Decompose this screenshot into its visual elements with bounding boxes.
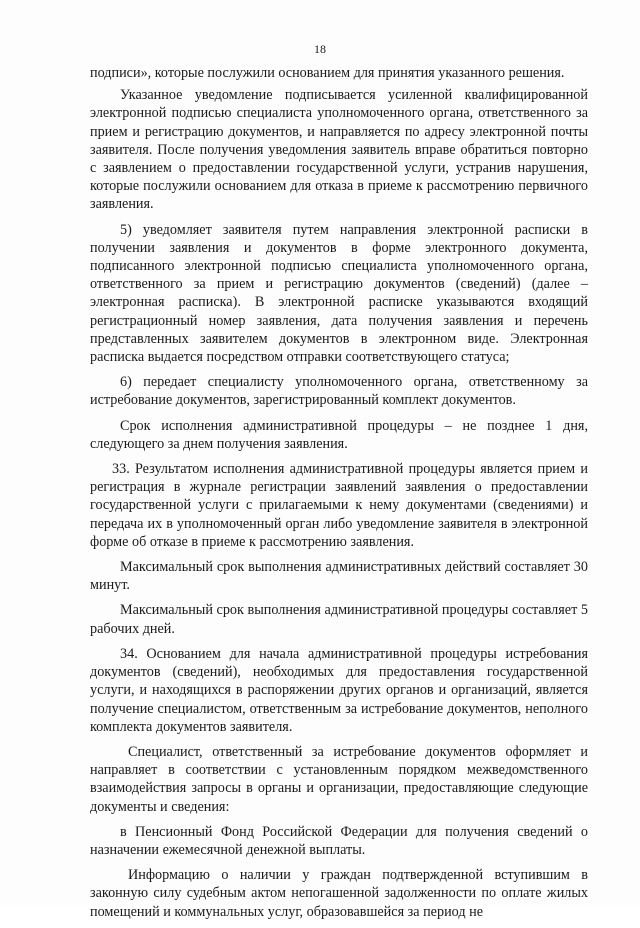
paragraph-item-6: 6) передает специалисту уполномоченного органа, ответственному за истребование документов, зарегистрированный комплект документов.: [90, 374, 588, 409]
document-body: [90, 64, 588, 928]
paragraph-33: 33. Результатом исполнения административной процедуры является прием и регистрация в журнале регистрации заявлений заявления о предоставлении государственной услуги с прилагаемыми к нему документами (сведениями) и передача их в уполномоченный орган либо уведомление заявителя в электронной форме об отказе в приеме к рассмотрению заявления.: [90, 461, 588, 550]
paragraph-item-5: 5) уведомляет заявителя путем направления электронной расписки в получении заявления и документов в форме электронного документа, подписанного электронной подписью специалиста уполномоченного органа, ответственного за прием и регистрацию документов (сведений) (далее – электронная расписка). В электронной расписке указываются входящий регистрационный номер заявления, дата получения заявления и перечень представленных заявителем документов в электронном виде. Электронная расписка выдается посредством отправки соответствующего статуса;: [90, 221, 588, 366]
paragraph-34: 34. Основанием для начала административной процедуры истребования документов (сведений), необходимых для предоставления государственной услуги, и находящихся в распоряжении других органов и организаций, является получение специалистом, ответственным за истребование документов, неполного комплекта документов заявителя.: [90, 645, 588, 735]
page-number: 18: [314, 42, 326, 56]
paragraph-continuation: подписи», которые послужили основанием для принятия указанного решения.: [90, 65, 565, 81]
paragraph-max-actions: Максимальный срок выполнения административных действий составляет 30 минут.: [90, 559, 588, 594]
paragraph-notification-signature: Указанное уведомление подписывается усиленной квалифицированной электронной подписью специалиста уполномоченного органа, ответственного за прием и регистрацию документов, и направляется по адресу электронной почты заявителя. После получения уведомления заявитель вправе обратиться повторно с заявлением о предоставлении государственной услуги, устранив нарушения, которые послужили основанием для отказа в приеме к рассмотрению первичного заявления.: [90, 87, 588, 213]
paragraph-deadline: Срок исполнения административной процедуры – не позднее 1 дня, следующего за днем получения заявления.: [90, 417, 588, 452]
paragraph-pension-fund: в Пенсионный Фонд Российской Федерации для получения сведений о назначении ежемесячной денежной выплаты.: [90, 823, 588, 858]
paragraph-max-procedure: Максимальный срок выполнения административной процедуры составляет 5 рабочих дней.: [90, 602, 588, 637]
paragraph-specialist: Специалист, ответственный за истребование документов оформляет и направляет в соответствии с установленным порядком межведомственного взаимодействия запросы в органы и организации, предоставляющие следующие документы и сведения:: [90, 743, 588, 815]
paragraph-debt-info: Информацию о наличии у граждан подтвержденной вступившим в законную силу судебным актом непогашенной задолженности по оплате жилых помещений и коммунальных услуг, образовавшейся за период не: [90, 867, 588, 920]
